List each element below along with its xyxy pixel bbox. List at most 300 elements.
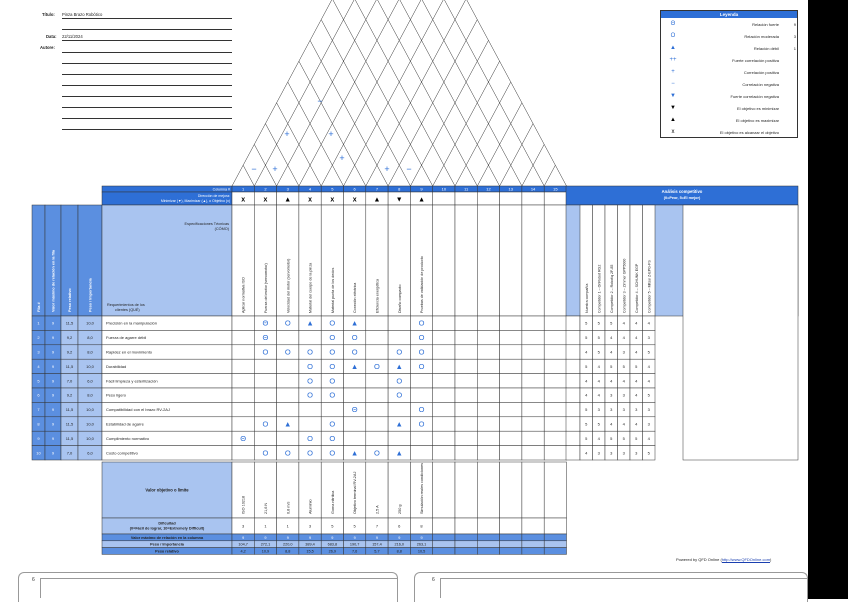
row-rel: 9,2 (66, 349, 73, 355)
importance-value: 389,4 (305, 542, 315, 547)
row-num: 1 (37, 320, 40, 326)
relationship-symbol: ▲ (395, 361, 403, 371)
row-rel: 11,5 (65, 421, 74, 427)
relationship-symbol: Θ (351, 405, 358, 415)
how-header-cell (433, 205, 455, 316)
title-label: Título: (42, 12, 55, 17)
competitor-score: 4 (647, 320, 650, 326)
correlation-symbol: + (339, 153, 345, 163)
how-header-cell (544, 205, 566, 316)
how-header-cell (500, 205, 522, 316)
competitive-spacer (566, 345, 580, 359)
column-number: 8 (398, 186, 401, 192)
relative-weight-value: 8,8 (396, 549, 402, 554)
correlation-symbol: − (251, 164, 257, 174)
relationship-symbol: O (284, 347, 291, 357)
how-header-text: Velocidad del motor (servomotor) (286, 258, 291, 313)
competitor-score: 4 (597, 363, 600, 369)
difficulty-value: 3 (242, 523, 245, 529)
competitor-score: 5 (635, 363, 638, 369)
whats-header: Requerimientos de los (107, 303, 145, 307)
relationship-cell (388, 316, 410, 330)
relationship-cell (477, 374, 499, 388)
relationship-cell (455, 402, 477, 416)
relative-weight-value: 26,9 (328, 549, 337, 554)
correlation-symbol: + (284, 129, 290, 139)
direction-symbol: ▲ (373, 196, 381, 204)
page-tab-1-number: 6 (32, 577, 35, 583)
row-rel: 7,0 (66, 378, 73, 384)
max-column-value: 9 (331, 535, 334, 540)
relative-weight-cell (433, 548, 455, 555)
competitor-score: 4 (585, 378, 588, 384)
competitor-score: 5 (622, 435, 625, 441)
competitor-score: 4 (610, 421, 613, 427)
competitor-score: 4 (635, 421, 638, 427)
relationship-cell (410, 374, 432, 388)
how-header-text: Eficiencia energética (375, 278, 380, 313)
correlation-symbol: + (328, 129, 334, 139)
row-rel: 9,2 (66, 335, 73, 341)
row-rel: 11,5 (65, 320, 74, 326)
how-header-text: Pruebas de validación de producto (420, 256, 425, 313)
competitor-score: 5 (585, 363, 588, 369)
max-column-label: Valor máximo de relación en la columna (130, 535, 204, 540)
relationship-symbol: O (418, 405, 425, 415)
relationship-cell (477, 345, 499, 359)
row-w: 6,0 (87, 450, 93, 456)
authors-label: Autore: (40, 45, 55, 50)
relationship-cell (455, 316, 477, 330)
row-num: 3 (37, 349, 40, 355)
column-number: 15 (553, 186, 558, 192)
relative-weight-value: 7,6 (352, 549, 358, 554)
difficulty-value: 8 (420, 523, 423, 529)
competitor-score: 4 (585, 392, 588, 398)
max-relation-header-text: Valor máximo de relación en la fila (51, 249, 56, 312)
relationship-symbol: O (374, 361, 380, 371)
importance-value: 263,1 (416, 542, 427, 547)
direction-symbol: x (352, 196, 357, 204)
direction-label-2: Minimizar (▼), Maximizar (▲), o Objetivo (x) (160, 199, 230, 203)
max-column-value: 9 (398, 535, 401, 540)
weight-header-text: Peso / Importancia (88, 278, 93, 312)
how-header-cell (477, 205, 499, 316)
importance-value: 104,7 (238, 542, 248, 547)
competitor-score: 5 (597, 421, 600, 427)
competitor-score: 3 (635, 450, 638, 456)
target-value: Simulación reales condiciones (420, 462, 425, 514)
competitive-spacer (566, 431, 580, 445)
row-w: 8,0 (87, 349, 93, 355)
competitor-score: 3 (622, 392, 625, 398)
relationship-symbol: ▲ (395, 419, 403, 429)
relative-weight-value: 5,7 (374, 549, 380, 554)
difficulty-cell (433, 518, 455, 534)
competitor-score: 3 (610, 392, 613, 398)
title-value: Pinza Brazo Robótico (62, 12, 103, 17)
legend-item-value: 1 (793, 46, 796, 51)
target-value: Goma nitrílica (330, 490, 335, 514)
relative-weight-label: Peso relativo (155, 549, 179, 554)
relationship-cell (388, 330, 410, 344)
difficulty-cell (500, 518, 522, 534)
target-value: 0,8 m/s (286, 501, 291, 514)
relationship-cell (277, 359, 299, 373)
legend-item-text: El objetivo es maximizar (735, 118, 779, 123)
relationship-cell (433, 417, 455, 431)
difficulty-cell (544, 518, 566, 534)
direction-symbol: x (263, 196, 268, 204)
difficulty-cell (455, 518, 477, 534)
direction-cell (477, 192, 499, 205)
row-w: 8,0 (87, 392, 93, 398)
row-max: 9 (51, 392, 55, 398)
column-number: 9 (420, 186, 423, 192)
relationship-cell (455, 345, 477, 359)
importance-value: 220,0 (282, 542, 293, 547)
column-number: 10 (441, 186, 447, 192)
competitive-spacer (566, 316, 580, 330)
column-number-label: Columna # (212, 187, 230, 192)
relative-weight-value: 15,5 (306, 549, 314, 554)
relationship-cell (522, 330, 544, 344)
relationship-cell (232, 388, 254, 402)
relative-weight-value: 8,8 (285, 549, 291, 554)
competitor-score: 5 (647, 450, 650, 456)
customer-requirement: Compatibilidad con el brazo RV-2AJ (106, 407, 170, 413)
row-max: 9 (51, 335, 55, 341)
relationship-symbol: O (329, 433, 336, 443)
competitor-score: 5 (610, 435, 613, 441)
relationship-cell (544, 330, 566, 344)
competitor-score: 5 (585, 421, 588, 427)
relationship-symbol: O (418, 419, 425, 429)
relationship-symbol: ▲ (284, 419, 292, 429)
competitor-score: 3 (647, 407, 650, 413)
competitor-score: 4 (585, 349, 588, 355)
target-value: Aluminio (308, 499, 313, 514)
row-rel: 11,5 (65, 435, 74, 441)
relationship-symbol: ▲ (350, 361, 359, 371)
competitive-spacer (566, 446, 580, 460)
importance-label: Peso / Importancia (150, 542, 184, 547)
relationship-cell (477, 417, 499, 431)
customer-requirement: Precisión en la manipulación (106, 320, 157, 326)
competitor-score: 4 (647, 363, 650, 369)
relationship-cell (544, 316, 566, 330)
qfd-online-link[interactable]: http://www.QFDOnline.com (721, 557, 771, 562)
relationship-cell (544, 431, 566, 445)
direction-cell (544, 192, 566, 205)
competitor-score: 3 (622, 450, 625, 456)
how-header-text: Aplicar normativa ISO (241, 277, 246, 313)
relationship-cell (455, 330, 477, 344)
powered-by: Powered by QFD Online (http://www.QFDOnline.com) (676, 557, 772, 562)
strong-relation-icon: Θ (670, 21, 676, 27)
direction-cell (522, 192, 544, 205)
competitive-spacer (566, 359, 580, 373)
relationship-symbol: O (418, 318, 425, 328)
direction-symbol: x (241, 196, 246, 204)
column-number: 5 (331, 186, 334, 192)
competitor-score: 4 (647, 378, 650, 384)
customer-requirement: Peso ligero (106, 392, 127, 398)
relationship-symbol: O (307, 376, 313, 386)
max-column-cell (500, 534, 522, 541)
importance-value: 216,0 (394, 542, 405, 547)
row-rel: 11,5 (65, 363, 74, 369)
legend-item-text: Relación débil (753, 46, 779, 51)
row-max: 9 (51, 378, 55, 384)
relationship-symbol: O (396, 376, 403, 386)
max-column-value: 9 (375, 535, 379, 540)
relationship-cell (366, 402, 388, 416)
side-bar (808, 0, 848, 599)
relationship-cell (277, 374, 299, 388)
row-num: 7 (37, 407, 40, 413)
how-header-text: Material punta de los dedos (330, 267, 335, 313)
relationship-cell (232, 345, 254, 359)
customer-requirement: Costo competitivo (106, 450, 138, 456)
competitor-score: 4 (635, 320, 638, 326)
relationship-cell (433, 431, 455, 445)
max-column-value: 9 (353, 535, 356, 540)
relationship-cell (433, 446, 455, 460)
relationship-cell (232, 402, 254, 416)
negative-icon: − (671, 81, 675, 87)
legend-item-text: Correlación negativa (742, 82, 779, 87)
relationship-cell (366, 431, 388, 445)
max-column-value: 9 (264, 535, 267, 540)
relationship-symbol: O (374, 448, 380, 458)
row-num: 2 (37, 335, 40, 341)
customer-requirement: Cumplimiento normativo (106, 435, 150, 441)
relationship-cell (477, 388, 499, 402)
target-value: 2,5 A (375, 505, 380, 514)
relative-weight-cell (522, 548, 544, 555)
difficulty-label-2: (0=Fácil de lograr, 10=Extremely Difficult) (129, 526, 205, 531)
hows-header-2: (CÓMO) (214, 227, 229, 231)
date-label: Data: (46, 34, 57, 39)
competitive-spacer (566, 388, 580, 402)
strong-positive-icon: ++ (669, 57, 677, 63)
legend-item-text: Relación fuerte (752, 22, 779, 27)
legend-item-text: Relación moderada (744, 34, 779, 39)
competitor-score: 4 (610, 378, 613, 384)
difficulty-value: 5 (331, 523, 334, 529)
row-w: 10,0 (86, 435, 94, 441)
legend-title: Leyenda (661, 11, 797, 18)
target-cell (433, 462, 455, 518)
relationship-cell (522, 417, 544, 431)
difficulty-value: 7 (375, 523, 379, 529)
competitor-score: 5 (597, 349, 600, 355)
relationship-cell (366, 345, 388, 359)
target-value: ISO 10218 (241, 495, 246, 514)
relationship-symbol: O (351, 347, 358, 357)
importance-cell (522, 541, 544, 548)
relationship-cell (232, 417, 254, 431)
relationship-cell (433, 402, 455, 416)
row-max: 9 (51, 407, 55, 413)
importance-value: 190,7 (349, 542, 360, 547)
relationship-cell (366, 316, 388, 330)
importance-cell (477, 541, 499, 548)
minimize-icon: ▼ (670, 105, 676, 111)
row-max: 9 (51, 421, 55, 427)
relationship-cell (544, 359, 566, 373)
relationship-cell (477, 446, 499, 460)
max-column-value: 9 (308, 535, 312, 540)
relationship-symbol: ▲ (350, 448, 359, 458)
competitive-spacer (566, 417, 580, 431)
relationship-symbol: Θ (262, 318, 269, 328)
relationship-symbol: ▲ (350, 318, 359, 328)
competitive-subtitle: (0=Peor, 5=El mejor) (663, 196, 701, 200)
target-icon: x (671, 129, 675, 135)
relationship-symbol: ▲ (306, 318, 314, 328)
difficulty-value: 6 (398, 523, 401, 529)
column-number: 11 (464, 186, 469, 192)
relationship-cell (522, 388, 544, 402)
relationship-cell (410, 431, 432, 445)
competitive-chart-area (683, 205, 798, 460)
difficulty-cell (477, 518, 499, 534)
relationship-cell (344, 388, 366, 402)
relationship-symbol: O (329, 347, 336, 357)
relationship-cell (232, 374, 254, 388)
relationship-cell (232, 316, 254, 330)
row-w: 8,0 (87, 335, 93, 341)
relationship-cell (433, 345, 455, 359)
relationship-cell (344, 431, 366, 445)
legend-item-text: Correlación positiva (743, 70, 779, 75)
moderate-relation-icon: O (670, 33, 676, 39)
relationship-cell (254, 388, 276, 402)
customer-requirement: Fuerza de agarre débil (106, 335, 147, 341)
relationship-cell (277, 330, 299, 344)
row-w: 10,0 (86, 421, 94, 427)
column-number: 1 (242, 186, 245, 192)
row-max: 9 (51, 349, 55, 355)
relative-weight-value: 10,9 (261, 549, 270, 554)
competitor-score: 5 (610, 320, 613, 326)
relationship-cell (500, 316, 522, 330)
relationship-symbol: O (307, 361, 313, 371)
importance-cell (455, 541, 477, 548)
relationship-cell (232, 359, 254, 373)
importance-value: 272,1 (260, 542, 271, 547)
positive-icon: + (671, 69, 675, 75)
legend-item-text: Fuerte correlación negativa (730, 94, 779, 99)
relationship-cell (254, 431, 276, 445)
row-num: 4 (37, 363, 40, 369)
relationship-cell (254, 359, 276, 373)
difficulty-label: Dificultad (158, 521, 176, 526)
difficulty-value: 5 (353, 523, 356, 529)
direction-cell (500, 192, 522, 205)
relationship-cell (455, 388, 477, 402)
competitor-score: 3 (597, 450, 600, 456)
relationship-cell (544, 388, 566, 402)
relationship-cell (410, 388, 432, 402)
competitor-header-text: Competidor 5 – Mitsui Z-EPG-FS (647, 260, 652, 313)
competitor-score: 3 (610, 407, 613, 413)
competitor-score: 4 (622, 335, 625, 341)
relationship-cell (500, 431, 522, 445)
relationship-cell (254, 374, 276, 388)
row-rel: 7,0 (66, 450, 73, 456)
importance-cell (433, 541, 455, 548)
customer-requirement: Fácil limpieza y esterilización (106, 378, 158, 384)
competitor-score: 5 (597, 335, 600, 341)
relationship-cell (544, 417, 566, 431)
relationship-cell (500, 446, 522, 460)
competitor-score: 5 (647, 349, 650, 355)
relationship-cell (410, 446, 432, 460)
relationship-symbol: Θ (240, 433, 247, 443)
relationship-cell (344, 374, 366, 388)
max-column-value: 9 (242, 535, 245, 540)
row-num: 6 (37, 392, 40, 398)
correlation-symbol: + (384, 164, 390, 174)
competitor-score: 4 (597, 378, 600, 384)
relationship-symbol: O (396, 347, 403, 357)
relationship-cell (500, 402, 522, 416)
date-value: 22/11/2024 (62, 34, 83, 39)
relative-weight-cell (544, 548, 566, 555)
relationship-cell (388, 431, 410, 445)
legend-item-text: El objetivo es alcanzar el objetivo (719, 130, 779, 135)
competitor-score: 4 (610, 335, 613, 341)
max-column-cell (544, 534, 566, 541)
relationship-cell (477, 330, 499, 344)
target-cell (522, 462, 544, 518)
row-rel: 11,5 (65, 407, 74, 413)
target-value: 21,6 N (263, 502, 268, 514)
relationship-cell (544, 446, 566, 460)
correlation-symbol: − (406, 164, 412, 174)
target-cell (500, 462, 522, 518)
competitor-score: 5 (585, 435, 588, 441)
competitor-score: 3 (610, 450, 613, 456)
competitor-score: 4 (597, 435, 600, 441)
competitor-header-text: Competidor 1 – OnRobot RG2 (597, 264, 602, 313)
hows-header: Especificaciones Técnicas (184, 222, 229, 226)
relationship-cell (433, 359, 455, 373)
relationship-symbol: Θ (262, 333, 269, 343)
direction-symbol: ▼ (395, 196, 403, 204)
relationship-symbol: O (329, 390, 336, 400)
competitive-spacer (566, 374, 580, 388)
relationship-symbol: O (351, 333, 358, 343)
relationship-cell (433, 374, 455, 388)
max-column-cell (522, 534, 544, 541)
relationship-symbol: O (307, 390, 313, 400)
target-label: Valor objetivo o límite (145, 487, 189, 493)
relationship-cell (522, 316, 544, 330)
relationship-cell (544, 345, 566, 359)
importance-value: 157,4 (372, 542, 382, 547)
competitive-title: Análisis competitivo (661, 189, 703, 194)
competitor-score: 3 (635, 407, 638, 413)
how-header-text: Material del cuerpo de la pinza (308, 262, 313, 313)
relationship-symbol: O (284, 448, 291, 458)
customer-requirement: Durabilidad (106, 363, 127, 369)
importance-cell (500, 541, 522, 548)
relative-weight-cell (477, 548, 499, 555)
